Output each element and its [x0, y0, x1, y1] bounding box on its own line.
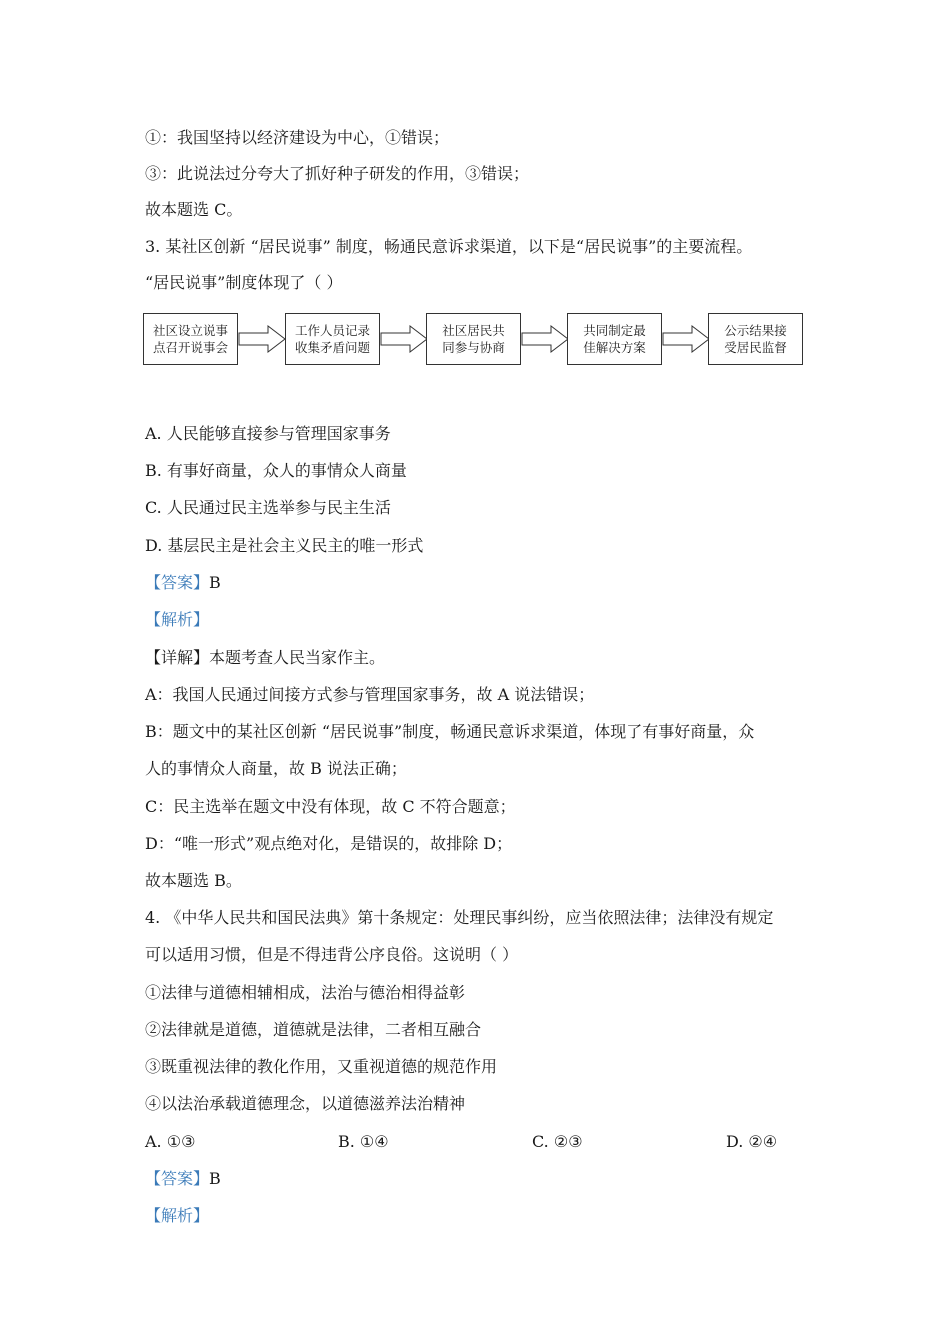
option-b: B. ①④: [338, 1132, 389, 1151]
statement-2: ②法律就是道德，道德就是法律，二者相互融合: [145, 1020, 482, 1039]
answer-line: [145, 1169, 221, 1189]
arrow-right-icon: [238, 325, 286, 353]
flow-step-text: 社区居民共: [442, 323, 505, 338]
option-d: D. ②④: [726, 1132, 778, 1151]
flow-step-2: [285, 313, 380, 365]
flow-step-text: 工作人员记录: [294, 323, 370, 338]
conclusion-line: 故本题选 B。: [145, 871, 242, 890]
explanation-d: D：“唯一形式”观点绝对化，是错误的，故排除 D；: [145, 834, 513, 853]
statement-4: ④以法治承载道德理念，以道德滋养法治精神: [145, 1094, 466, 1113]
option-c: C. 人民通过民主选举参与民主生活: [145, 498, 391, 517]
option-b: B. 有事好商量，众人的事情众人商量: [145, 461, 407, 480]
option-c: C. ②③: [532, 1132, 583, 1151]
option-a: A. 人民能够直接参与管理国家事务: [145, 424, 391, 443]
question-3-stem: 3. 某社区创新 “居民说事” 制度，畅通民意诉求渠道，以下是“居民说事”的主要流程。: [145, 237, 753, 256]
answer-line: [145, 573, 221, 593]
flow-step-text: 社区设立说事: [152, 323, 228, 338]
detail-line: [145, 648, 385, 668]
flow-step-text: 公示结果接: [724, 323, 787, 338]
flow-step-text: 同参与协商: [442, 340, 505, 355]
arrow-right-icon: [662, 325, 710, 353]
flow-step-1: [143, 313, 238, 365]
flow-step-3: [426, 313, 521, 365]
answer-tag: 【答案】: [145, 1169, 210, 1188]
text-line: 故本题选 C。: [145, 200, 243, 219]
option-a: A. ①③: [145, 1132, 196, 1151]
option-d: D. 基层民主是社会主义民主的唯一形式: [145, 536, 424, 555]
analysis-tag: 【解析】: [145, 1206, 210, 1225]
text-line: ①：我国坚持以经济建设为中心，①错误；: [145, 128, 450, 147]
process-flowchart: [143, 313, 803, 365]
explanation-a: A：我国人民通过间接方式参与管理国家事务，故 A 说法错误；: [145, 685, 595, 704]
explanation-b: B：题文中的某社区创新 “居民说事”制度，畅通民意诉求渠道，体现了有事好商量，众: [145, 722, 755, 741]
question-4-stem: 可以适用习惯，但是不得违背公序良俗。这说明（ ）: [145, 945, 519, 964]
answer-tag: 【答案】: [145, 573, 210, 592]
flow-step-text: 共同制定最: [583, 323, 646, 338]
flow-step-text: 收集矛盾问题: [294, 340, 370, 355]
answer-value: B: [209, 1169, 221, 1188]
statement-3: ③既重视法律的教化作用，又重视道德的规范作用: [145, 1057, 498, 1076]
flow-step-5: [708, 313, 803, 365]
answer-value: B: [209, 573, 221, 592]
explanation-b: 人的事情众人商量，故 B 说法正确；: [145, 759, 407, 778]
question-4-stem: 4. 《中华人民共和国民法典》第十条规定：处理民事纠纷，应当依照法律；法律没有规定: [145, 908, 774, 927]
flow-step-4: [567, 313, 662, 365]
arrow-right-icon: [521, 325, 569, 353]
detail-text: 本题考查人民当家作主。: [209, 648, 386, 667]
question-3-stem: “居民说事”制度体现了（ ）: [145, 273, 343, 292]
flow-step-text: 佳解决方案: [583, 340, 646, 355]
detail-tag: 【详解】: [145, 648, 210, 667]
analysis-tag: 【解析】: [145, 610, 210, 629]
flow-step-text: 受居民监督: [724, 340, 787, 355]
statement-1: ①法律与道德相辅相成，法治与德治相得益彰: [145, 983, 466, 1002]
text-line: ③：此说法过分夸大了抓好种子研发的作用，③错误；: [145, 164, 530, 183]
explanation-c: C：民主选举在题文中没有体现，故 C 不符合题意；: [145, 797, 516, 816]
arrow-right-icon: [380, 325, 428, 353]
flow-step-text: 点召开说事会: [152, 340, 228, 355]
